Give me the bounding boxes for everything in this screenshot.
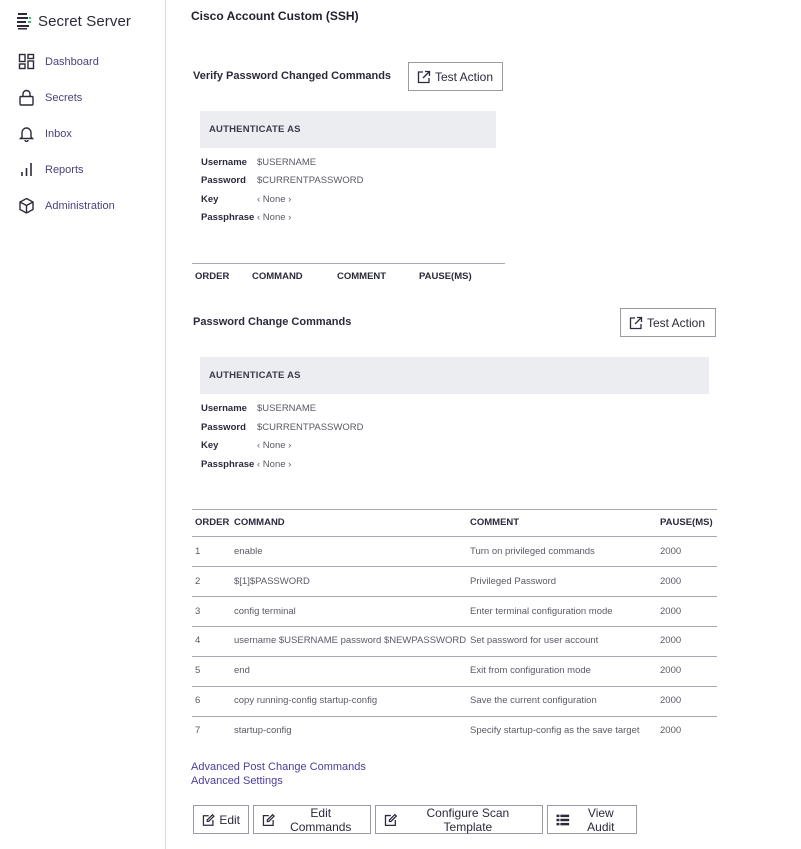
authenticate-as-header: AUTHENTICATE AS (209, 124, 301, 135)
sidebar-item-label: Dashboard (45, 55, 99, 68)
verify-col-order: ORDER (195, 271, 230, 282)
button-label: Configure Scan Template (426, 805, 510, 834)
change-test-action-button[interactable] (620, 308, 716, 337)
sidebar-item-label: Administration (45, 199, 115, 212)
row-1-pause: 2000 (660, 546, 682, 557)
button-label: Edit (219, 812, 240, 827)
row-1-order: 1 (195, 546, 201, 557)
table-header-divider (192, 536, 717, 537)
row-3-order: 3 (195, 606, 201, 617)
row-3-pause: 2000 (660, 606, 682, 617)
username-label: Username (201, 157, 247, 168)
verify-authenticate-as-panel (200, 111, 496, 148)
row-7-comment: Specify startup-config as the save target (470, 725, 640, 736)
key-label: Key (201, 440, 219, 451)
sidebar-item-inbox[interactable] (18, 125, 72, 142)
advanced-post-change-commands-link[interactable]: Advanced Post Change Commands (191, 761, 366, 773)
username-value: $USERNAME (257, 403, 317, 414)
row-divider (192, 686, 717, 687)
change-table-top-border (192, 509, 717, 510)
verify-col-pause: PAUSE(MS) (419, 271, 472, 282)
passphrase-value: ‹ None › (257, 459, 292, 470)
sidebar-item-dashboard[interactable] (18, 53, 99, 70)
row-4-command: username $USERNAME password $NEWPASSWORD (234, 635, 467, 646)
edit-icon (262, 813, 276, 827)
row-5-command: end (234, 665, 250, 676)
verify-col-command: COMMAND (252, 271, 303, 282)
brand-name: Secret Server (38, 12, 131, 30)
verify-table-top-border (192, 263, 505, 264)
change-authenticate-as-panel (200, 357, 709, 394)
row-2-command: $[1]$PASSWORD (234, 576, 310, 587)
sidebar-item-label: Reports (45, 163, 84, 176)
edit-icon (202, 813, 215, 827)
edit-icon (384, 813, 398, 827)
row-2-comment: Privileged Password (470, 576, 557, 587)
advanced-settings-link[interactable]: Advanced Settings (191, 775, 283, 787)
button-label: Test Action (647, 315, 706, 330)
verify-passphrase-row (201, 212, 291, 223)
row-7-command: startup-config (234, 725, 292, 736)
row-4-comment: Set password for user account (470, 635, 599, 646)
external-link-icon (629, 316, 643, 330)
sidebar-item-reports[interactable] (18, 161, 84, 178)
password-value: $CURRENTPASSWORD (257, 175, 364, 186)
row-3-comment: Enter terminal configuration mode (470, 606, 613, 617)
bar-chart-icon (18, 161, 35, 178)
configure-scan-template-button[interactable] (375, 805, 543, 834)
passphrase-label: Passphrase (201, 459, 255, 470)
row-6-comment: Save the current configuration (470, 695, 597, 706)
key-label: Key (201, 194, 219, 205)
row-divider (192, 626, 717, 627)
row-divider (192, 656, 717, 657)
list-icon (556, 813, 570, 827)
passphrase-label: Passphrase (201, 212, 255, 223)
key-value: ‹ None › (257, 440, 292, 451)
sidebar-item-label: Inbox (45, 127, 72, 140)
button-label: Test Action (435, 69, 494, 84)
row-2-pause: 2000 (660, 576, 682, 587)
row-6-order: 6 (195, 695, 201, 706)
row-1-comment: Turn on privileged commands (470, 546, 595, 557)
change-key-row (201, 440, 291, 451)
row-1-command: enable (234, 546, 263, 557)
change-password-row (201, 422, 363, 433)
secret-server-logo-icon (16, 12, 32, 30)
passphrase-value: ‹ None › (257, 212, 292, 223)
verify-section-title: Verify Password Changed Commands (193, 70, 392, 82)
row-5-order: 5 (195, 665, 201, 676)
password-value: $CURRENTPASSWORD (257, 422, 364, 433)
edit-commands-button[interactable] (253, 805, 371, 834)
verify-test-action-button[interactable] (408, 62, 503, 91)
sidebar-item-administration[interactable] (18, 197, 115, 214)
row-4-order: 4 (195, 635, 201, 646)
sidebar-item-label: Secrets (45, 91, 83, 104)
verify-username-row (201, 157, 316, 168)
bell-icon (18, 125, 35, 142)
change-section-title: Password Change Commands (193, 316, 352, 328)
dashboard-icon (18, 53, 35, 70)
row-6-pause: 2000 (660, 695, 682, 706)
row-divider (192, 596, 717, 597)
row-5-comment: Exit from configuration mode (470, 665, 591, 676)
button-label: Edit Commands (290, 805, 352, 834)
row-divider (192, 716, 717, 717)
change-col-command: COMMAND (234, 517, 285, 528)
username-label: Username (201, 403, 247, 414)
row-5-pause: 2000 (660, 665, 682, 676)
page-title: Cisco Account Custom (SSH) (191, 9, 359, 23)
row-6-command: copy running-config startup-config (234, 695, 378, 706)
button-label: View Audit (587, 805, 615, 834)
row-7-pause: 2000 (660, 725, 682, 736)
row-4-pause: 2000 (660, 635, 682, 646)
main-content (167, 0, 801, 849)
edit-button[interactable] (193, 805, 249, 834)
change-passphrase-row (201, 459, 291, 470)
external-link-icon (417, 70, 431, 84)
sidebar-item-secrets[interactable] (18, 89, 82, 106)
change-col-pause: PAUSE(MS) (660, 517, 713, 528)
row-2-order: 2 (195, 576, 201, 587)
row-3-command: config terminal (234, 606, 296, 617)
verify-col-comment: COMMENT (337, 271, 387, 282)
row-7-order: 7 (195, 725, 201, 736)
password-label: Password (201, 422, 246, 433)
password-label: Password (201, 175, 246, 186)
row-divider (192, 566, 717, 567)
cube-icon (18, 197, 35, 214)
key-value: ‹ None › (257, 194, 292, 205)
authenticate-as-header: AUTHENTICATE AS (209, 370, 301, 381)
change-col-order: ORDER (195, 517, 230, 528)
verify-password-row (201, 175, 363, 186)
verify-key-row (201, 194, 291, 205)
lock-icon (18, 89, 35, 106)
username-value: $USERNAME (257, 157, 317, 168)
view-audit-button[interactable] (547, 805, 637, 834)
change-username-row (201, 403, 316, 414)
brand[interactable] (16, 12, 131, 30)
sidebar (0, 0, 166, 849)
change-col-comment: COMMENT (470, 517, 520, 528)
